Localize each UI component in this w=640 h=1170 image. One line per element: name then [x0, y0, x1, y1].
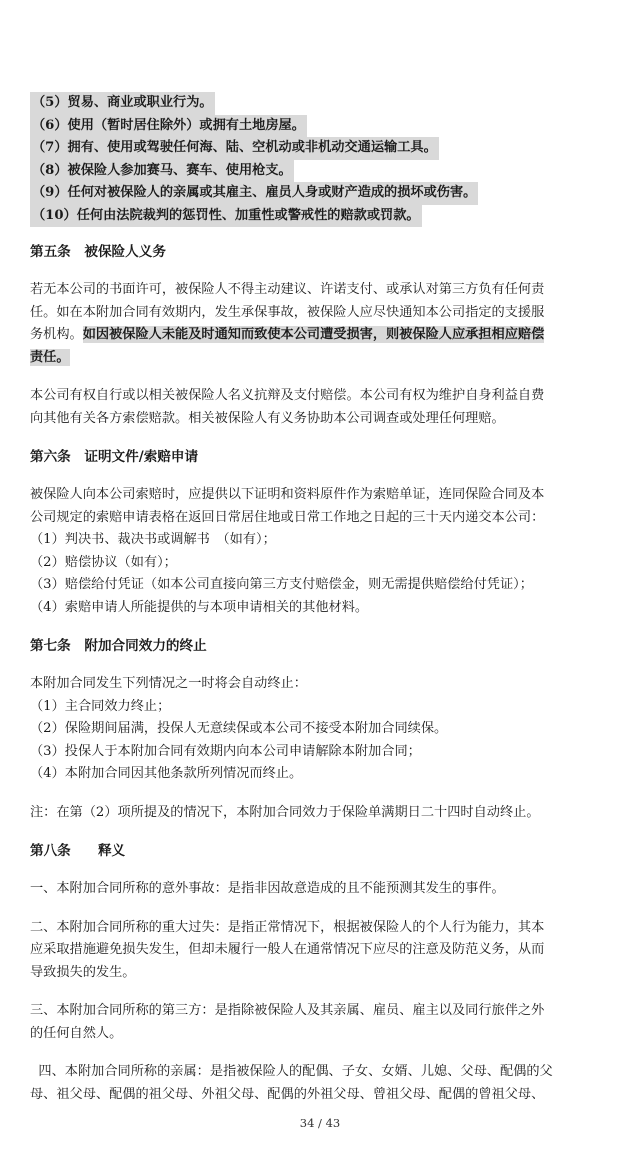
highlighted-text: 如因被保险人未能及时通知而致使本公司遭受损害，则被保险人应承担相应赔偿 — [82, 327, 545, 342]
plain-text: 务机构。 — [30, 327, 83, 342]
list-item: （2）保险期间届满，投保人无意续保或本公司不接受本附加合同续保。 — [30, 721, 448, 736]
paragraph-line: 母、祖父母、配偶的祖父母、外祖父母、配偶的外祖父母、曾祖父母、配偶的曾祖父母、 — [30, 1086, 545, 1102]
list-item: （3）投保人于本附加合同有效期内向本公司申请解除本附加合同； — [30, 743, 421, 759]
paragraph-line: 向其他有关各方索偿赔款。相关被保险人有义务协助本公司调查或处理任何理赔。 — [30, 410, 505, 426]
paragraph-line: 的任何自然人。 — [30, 1025, 123, 1041]
paragraph-line: 本公司有权自行或以相关被保险人名义抗辩及支付赔偿。本公司有权为维护自身利益自费 — [30, 388, 545, 403]
list-item: （1）主合同效力终止； — [30, 698, 171, 714]
paragraph-line: 应采取措施避免损失发生，但却未履行一般人在通常情况下应尽的注意及防范义务，从而 — [30, 942, 545, 957]
excluded-item: （8）被保险人参加赛马、赛车、使用枪支。 — [30, 160, 620, 183]
list-item: （1）判决书、裁决书或调解书 （如有）； — [30, 532, 276, 547]
article5-paragraph1 — [30, 279, 620, 369]
article8-heading: 第八条 释义 — [30, 843, 126, 859]
article5-paragraph2 — [30, 385, 620, 430]
article7-note: 注：在第（2）项所提及的情况下，本附加合同效力于保险单满期日二十四时自动终止。 — [30, 804, 540, 820]
paragraph-line: 本附加合同发生下列情况之一时将会自动终止： — [30, 676, 307, 691]
list-item: （4）本附加合同因其他条款所列情况而终止。 — [30, 766, 303, 781]
paragraph-line: 四、本附加合同所称的亲属：是指被保险人的配偶、子女、女婿、儿媳、父母、配偶的父 — [30, 1064, 553, 1079]
article6-body — [30, 484, 620, 619]
excluded-item: （10）任何由法院裁判的惩罚性、加重性或警戒性的赔款或罚款。 — [30, 205, 620, 228]
paragraph-line: 任。如在本附加合同有效期内，发生承保事故，被保险人应尽快通知本公司指定的支援服 — [30, 304, 545, 320]
article7-heading: 第七条 附加合同效力的终止 — [30, 638, 207, 654]
paragraph-line: 三、本附加合同所称的第三方：是指除被保险人及其亲属、雇员、雇主以及同行旅伴之外 — [30, 1003, 545, 1018]
paragraph-line: 二、本附加合同所称的重大过失：是指正常情况下，根据被保险人的个人行为能力，其本 — [30, 919, 545, 935]
list-item: （2）赔偿协议（如有）； — [30, 554, 177, 570]
paragraph-line: 导致损失的发生。 — [30, 964, 136, 980]
page-indicator: 34 / 43 — [299, 1116, 341, 1130]
list-item: （4）索赔申请人所能提供的与本项申请相关的其他材料。 — [30, 599, 369, 615]
definition-accident: 一、本附加合同所称的意外事故：是指非因故意造成的且不能预测其发生的事件。 — [30, 881, 505, 896]
article7-body — [30, 673, 620, 786]
paragraph-line: 公司规定的索赔申请表格在返回日常居住地或日常工作地之日起的三十天内递交本公司： — [30, 509, 545, 525]
excluded-item: （5）贸易、商业或职业行为。 — [30, 92, 620, 115]
highlighted-text: 责任。 — [30, 349, 70, 365]
list-item: （3）赔偿给付凭证（如本公司直接向第三方支付赔偿金，则无需提供赔偿给付凭证）； — [30, 577, 533, 592]
definition-gross-negligence — [30, 917, 620, 985]
excluded-item: （6）使用（暂时居住除外）或拥有土地房屋。 — [30, 115, 620, 138]
definition-third-party — [30, 1000, 620, 1045]
excluded-item: （7）拥有、使用或驾驶任何海、陆、空机动或非机动交通运输工具。 — [30, 137, 620, 160]
paragraph-line: 被保险人向本公司索赔时，应提供以下证明和资料原件作为索赔单证，连同保险合同及本 — [30, 487, 545, 502]
paragraph-line: 若无本公司的书面许可，被保险人不得主动建议、许诺支付、或承认对第三方负有任何责 — [30, 282, 545, 297]
article6-heading: 第六条 证明文件/索赔申请 — [30, 449, 199, 465]
excluded-items-list — [30, 92, 620, 227]
excluded-item: （9）任何对被保险人的亲属或其雇主、雇员人身或财产造成的损坏或伤害。 — [30, 182, 620, 205]
paragraph-line — [30, 347, 620, 370]
paragraph-line — [30, 324, 620, 347]
article5-heading: 第五条 被保险人义务 — [30, 244, 166, 260]
document-page — [30, 92, 620, 1106]
definition-relatives — [30, 1061, 620, 1106]
